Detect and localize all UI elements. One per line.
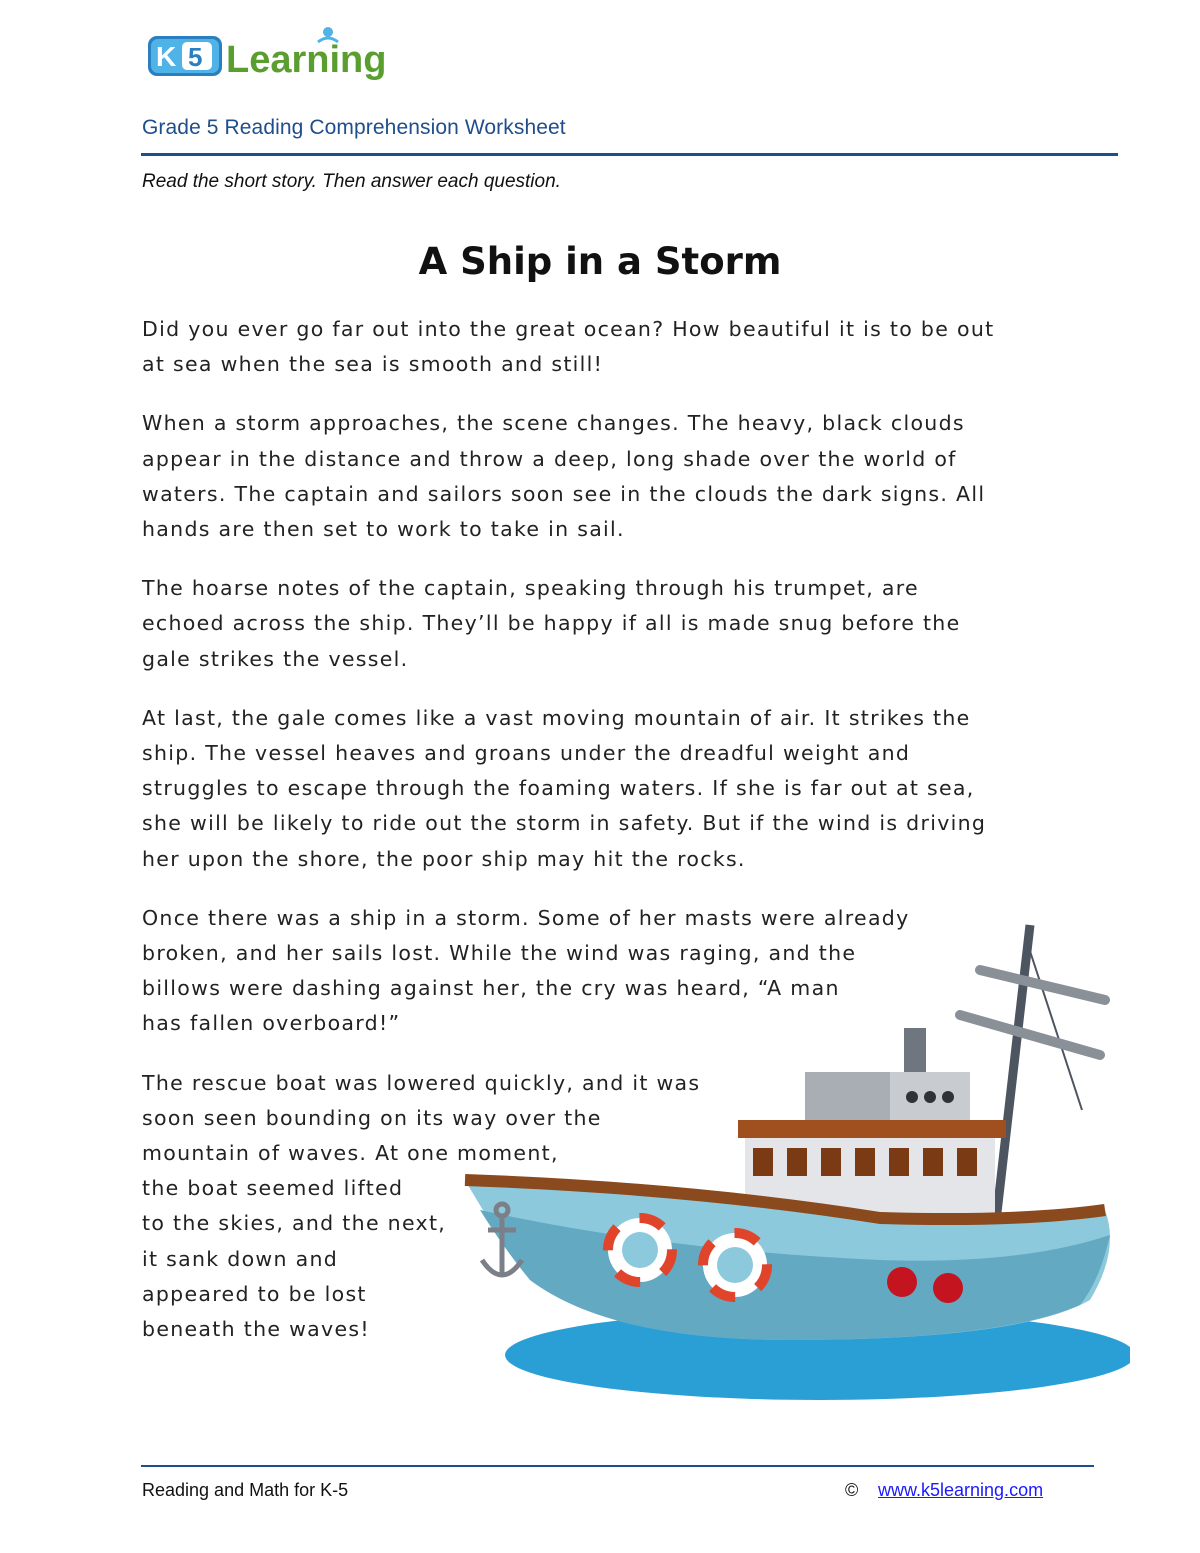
story-line: Once there was a ship in a storm. Some of her masts were already	[142, 905, 910, 930]
instructions: Read the short story. Then answer each question.	[142, 171, 561, 192]
copyright-symbol: ©	[845, 1480, 859, 1500]
story-line: at sea when the sea is smooth and still!	[142, 352, 604, 377]
story-line: When a storm approaches, the scene changes. The heavy, black clouds	[142, 411, 965, 436]
k5-learning-logo-icon[interactable]	[146, 22, 398, 88]
story-line: gale strikes the vessel.	[142, 646, 409, 671]
story-line: mountain of waves. At one moment,	[142, 1141, 559, 1166]
story-paragraph	[142, 701, 1072, 877]
story-line: echoed across the ship. They’ll be happy if all is made snug before the	[142, 611, 961, 636]
story-line: has fallen overboard!”	[142, 1011, 401, 1036]
story-line: appeared to be lost	[142, 1281, 367, 1306]
story-line: struggles to escape through the foaming waters. If she is far out at sea,	[142, 776, 975, 801]
svg-text:K: K	[156, 41, 177, 72]
story-line: to the skies, and the next,	[142, 1211, 447, 1236]
story-line: billows were dashing against her, the cry was heard, “A man	[142, 976, 840, 1001]
story-paragraph	[142, 571, 1072, 677]
footer-website-link[interactable]: www.k5learning.com	[878, 1480, 1044, 1500]
story-line: broken, and her sails lost. While the wind was raging, and the	[142, 941, 857, 966]
story-line: beneath the waves!	[142, 1317, 370, 1342]
story-line: she will be likely to ride out the storm in safety. But if the wind is driving	[142, 811, 987, 836]
story-line: ship. The vessel heaves and groans under the dreadful weight and	[142, 741, 911, 766]
story-line: appear in the distance and throw a deep, long shade over the world of	[142, 446, 957, 471]
story-paragraph	[142, 406, 1072, 547]
story-line: it sank down and	[142, 1246, 339, 1271]
story-line: The rescue boat was lowered quickly, and it was	[142, 1070, 701, 1095]
story-line: hands are then set to work to take in sail.	[142, 517, 625, 542]
story-paragraph	[142, 312, 1072, 382]
story-title: A Ship in a Storm	[418, 240, 782, 283]
story-line: soon seen bounding on its way over the	[142, 1105, 602, 1130]
story-line: her upon the shore, the poor ship may hit the rocks.	[142, 846, 746, 871]
footer-divider	[141, 1465, 1094, 1467]
worksheet-subtitle: Grade 5 Reading Comprehension Worksheet	[142, 116, 566, 139]
story-line: waters. The captain and sailors soon see in the clouds the dark signs. All	[142, 481, 986, 506]
header-divider	[141, 153, 1118, 156]
svg-text:5: 5	[188, 42, 203, 72]
story-line: the boat seemed lifted	[142, 1176, 404, 1201]
story-line: The hoarse notes of the captain, speaking through his trumpet, are	[142, 576, 919, 601]
boat-illustration-icon	[460, 920, 1130, 1410]
story-line: At last, the gale comes like a vast moving mountain of air. It strikes the	[142, 705, 971, 730]
svg-text:Learning: Learning	[226, 39, 387, 81]
footer-tagline: Reading and Math for K-5	[142, 1480, 349, 1500]
story-line: Did you ever go far out into the great ocean? How beautiful it is to be out	[142, 317, 995, 341]
